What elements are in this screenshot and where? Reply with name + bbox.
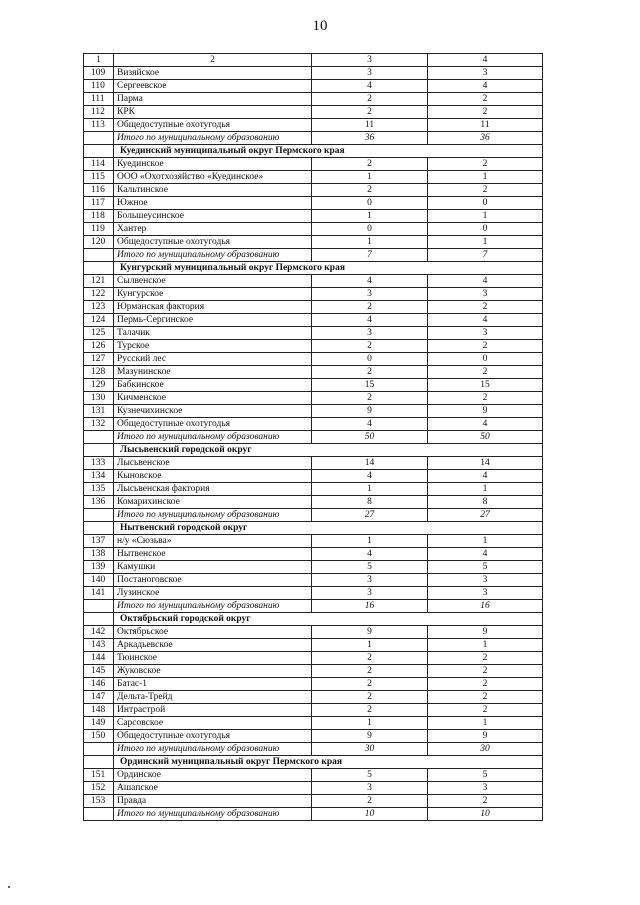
value-cell-col4: 2 <box>428 184 543 197</box>
value-cell-col4: 4 <box>428 314 543 327</box>
table-row <box>84 288 543 301</box>
row-number-cell <box>84 756 114 769</box>
value-cell-col3: 1 <box>312 717 428 730</box>
table-row <box>84 158 543 171</box>
value-cell-col4: 1 <box>428 717 543 730</box>
total-row <box>84 249 543 262</box>
row-name-cell: ООО «Охотхозяйство «Куединское» <box>114 171 312 184</box>
row-number-cell: 115 <box>84 171 114 184</box>
row-number-cell: 142 <box>84 626 114 639</box>
value-cell-col4: 1 <box>428 535 543 548</box>
row-name-cell: Тюинское <box>114 652 312 665</box>
table-row <box>84 80 543 93</box>
row-name-cell: Хантер <box>114 223 312 236</box>
row-name-cell: Мазунинское <box>114 366 312 379</box>
value-cell-col4: 4 <box>428 470 543 483</box>
value-cell-col4: 7 <box>428 249 543 262</box>
value-cell-col3: 2 <box>312 184 428 197</box>
value-cell-col4: 9 <box>428 405 543 418</box>
row-number-cell: 138 <box>84 548 114 561</box>
value-cell-col3: 2 <box>312 652 428 665</box>
table-body <box>84 54 543 821</box>
table-row <box>84 340 543 353</box>
value-cell-col3: 1 <box>312 171 428 184</box>
row-name-cell: Общедоступные охотугодья <box>114 236 312 249</box>
row-number-cell <box>84 262 114 275</box>
value-cell-col3: 0 <box>312 223 428 236</box>
table-row <box>84 730 543 743</box>
table-row <box>84 184 543 197</box>
value-cell-col3: 2 <box>312 158 428 171</box>
row-name-cell: Правда <box>114 795 312 808</box>
table-row <box>84 769 543 782</box>
value-cell-col4: 1 <box>428 171 543 184</box>
row-number-cell <box>84 132 114 145</box>
value-cell-col4: 9 <box>428 730 543 743</box>
row-name-cell: Общедоступные охотугодья <box>114 418 312 431</box>
row-number-cell: 114 <box>84 158 114 171</box>
total-row <box>84 743 543 756</box>
row-name-cell: Сергеевское <box>114 80 312 93</box>
value-cell-col3: 3 <box>312 288 428 301</box>
scan-speck <box>8 886 10 888</box>
table-row <box>84 665 543 678</box>
row-name-cell: Сылвенское <box>114 275 312 288</box>
row-number-cell: 134 <box>84 470 114 483</box>
table-row <box>84 106 543 119</box>
section-title: Ординский муниципальный округ Пермского края <box>114 756 543 769</box>
row-number-cell: 139 <box>84 561 114 574</box>
page-number: 10 <box>312 18 328 34</box>
value-cell-col3: 8 <box>312 496 428 509</box>
section-title: Нытвенский городской округ <box>114 522 543 535</box>
value-cell-col4: 2 <box>428 340 543 353</box>
value-cell-col3: 1 <box>312 483 428 496</box>
row-number-cell: 135 <box>84 483 114 496</box>
table-row <box>84 353 543 366</box>
table-row <box>84 483 543 496</box>
table-row <box>84 678 543 691</box>
value-cell-col3: 50 <box>312 431 428 444</box>
value-cell-col4: 0 <box>428 197 543 210</box>
row-name-cell: Кальтинское <box>114 184 312 197</box>
value-cell-col3: 1 <box>312 535 428 548</box>
row-number-cell: 119 <box>84 223 114 236</box>
row-name-cell: Итого по муниципальному образованию <box>114 249 312 262</box>
table-row <box>84 93 543 106</box>
row-name-cell: н/у «Сюзьва» <box>114 535 312 548</box>
value-cell-col3: 3 <box>312 574 428 587</box>
row-name-cell: Интрастрой <box>114 704 312 717</box>
row-name-cell: Куединское <box>114 158 312 171</box>
value-cell-col3: 0 <box>312 353 428 366</box>
row-name-cell: Турское <box>114 340 312 353</box>
value-cell-col4: 2 <box>428 158 543 171</box>
row-number-cell: 151 <box>84 769 114 782</box>
row-name-cell: Ашапское <box>114 782 312 795</box>
table-row <box>84 236 543 249</box>
total-row <box>84 509 543 522</box>
section-row <box>84 756 543 769</box>
value-cell-col4: 1 <box>428 210 543 223</box>
table-row <box>84 795 543 808</box>
table-row <box>84 418 543 431</box>
table-row <box>84 535 543 548</box>
value-cell-col4: 16 <box>428 600 543 613</box>
value-cell-col3: 2 <box>312 665 428 678</box>
value-cell-col3: 9 <box>312 405 428 418</box>
value-cell-col4: 11 <box>428 119 543 132</box>
column-header: 2 <box>114 54 312 67</box>
value-cell-col4: 2 <box>428 691 543 704</box>
value-cell-col3: 5 <box>312 769 428 782</box>
table-row <box>84 171 543 184</box>
value-cell-col4: 5 <box>428 769 543 782</box>
total-row <box>84 431 543 444</box>
row-number-cell: 131 <box>84 405 114 418</box>
value-cell-col4: 2 <box>428 93 543 106</box>
value-cell-col3: 4 <box>312 418 428 431</box>
section-title: Кунгурский муниципальный округ Пермского края <box>114 262 543 275</box>
row-name-cell: Южное <box>114 197 312 210</box>
row-number-cell: 149 <box>84 717 114 730</box>
row-number-cell: 145 <box>84 665 114 678</box>
row-name-cell: КРК <box>114 106 312 119</box>
value-cell-col4: 1 <box>428 483 543 496</box>
table-row <box>84 574 543 587</box>
value-cell-col3: 3 <box>312 782 428 795</box>
hunting-grounds-table <box>83 53 543 821</box>
row-name-cell: Постаноговское <box>114 574 312 587</box>
table-row <box>84 314 543 327</box>
column-header: 4 <box>428 54 543 67</box>
total-row <box>84 808 543 821</box>
value-cell-col3: 2 <box>312 795 428 808</box>
value-cell-col4: 27 <box>428 509 543 522</box>
table-row <box>84 626 543 639</box>
value-cell-col4: 2 <box>428 366 543 379</box>
total-row <box>84 132 543 145</box>
value-cell-col3: 3 <box>312 327 428 340</box>
row-number-cell: 123 <box>84 301 114 314</box>
table-row <box>84 379 543 392</box>
table-row <box>84 301 543 314</box>
row-name-cell: Итого по муниципальному образованию <box>114 431 312 444</box>
value-cell-col4: 50 <box>428 431 543 444</box>
row-number-cell <box>84 145 114 158</box>
value-cell-col4: 0 <box>428 353 543 366</box>
value-cell-col4: 4 <box>428 418 543 431</box>
value-cell-col3: 4 <box>312 314 428 327</box>
row-number-cell: 109 <box>84 67 114 80</box>
row-name-cell: Русский лес <box>114 353 312 366</box>
row-name-cell: Итого по муниципальному образованию <box>114 132 312 145</box>
value-cell-col3: 2 <box>312 93 428 106</box>
value-cell-col4: 3 <box>428 67 543 80</box>
value-cell-col4: 2 <box>428 665 543 678</box>
row-name-cell: Лысьвенское <box>114 457 312 470</box>
row-name-cell: Кунгурское <box>114 288 312 301</box>
row-number-cell: 120 <box>84 236 114 249</box>
row-name-cell: Кыновское <box>114 470 312 483</box>
table-row <box>84 652 543 665</box>
table-row <box>84 457 543 470</box>
row-number-cell: 125 <box>84 327 114 340</box>
value-cell-col3: 2 <box>312 106 428 119</box>
row-name-cell: Октябрьское <box>114 626 312 639</box>
table-row <box>84 639 543 652</box>
value-cell-col4: 0 <box>428 223 543 236</box>
row-name-cell: Итого по муниципальному образованию <box>114 743 312 756</box>
row-name-cell: Визяйское <box>114 67 312 80</box>
value-cell-col4: 10 <box>428 808 543 821</box>
row-number-cell: 129 <box>84 379 114 392</box>
column-header: 1 <box>84 54 114 67</box>
row-name-cell: Лузинское <box>114 587 312 600</box>
value-cell-col3: 2 <box>312 392 428 405</box>
value-cell-col3: 1 <box>312 210 428 223</box>
value-cell-col4: 8 <box>428 496 543 509</box>
value-cell-col4: 36 <box>428 132 543 145</box>
value-cell-col4: 2 <box>428 678 543 691</box>
row-number-cell: 132 <box>84 418 114 431</box>
row-number-cell <box>84 743 114 756</box>
row-name-cell: Итого по муниципальному образованию <box>114 600 312 613</box>
value-cell-col3: 10 <box>312 808 428 821</box>
row-name-cell: Общедоступные охотугодья <box>114 730 312 743</box>
value-cell-col3: 5 <box>312 561 428 574</box>
value-cell-col3: 4 <box>312 470 428 483</box>
row-number-cell <box>84 431 114 444</box>
row-name-cell: Нытвенское <box>114 548 312 561</box>
row-name-cell: Бабкинское <box>114 379 312 392</box>
row-number-cell <box>84 808 114 821</box>
value-cell-col4: 4 <box>428 275 543 288</box>
row-number-cell: 143 <box>84 639 114 652</box>
value-cell-col3: 1 <box>312 639 428 652</box>
section-title: Лысьвенский городской округ <box>114 444 543 457</box>
value-cell-col3: 2 <box>312 340 428 353</box>
value-cell-col4: 14 <box>428 457 543 470</box>
row-name-cell: Большеусинское <box>114 210 312 223</box>
row-number-cell: 152 <box>84 782 114 795</box>
row-name-cell: Кузнечихинское <box>114 405 312 418</box>
row-name-cell: Итого по муниципальному образованию <box>114 509 312 522</box>
value-cell-col4: 2 <box>428 392 543 405</box>
value-cell-col4: 4 <box>428 548 543 561</box>
value-cell-col4: 3 <box>428 288 543 301</box>
row-name-cell: Лысьвенская фактория <box>114 483 312 496</box>
value-cell-col3: 2 <box>312 691 428 704</box>
row-number-cell: 144 <box>84 652 114 665</box>
table-row <box>84 223 543 236</box>
row-name-cell: Аркадьевское <box>114 639 312 652</box>
row-number-cell <box>84 444 114 457</box>
value-cell-col3: 2 <box>312 301 428 314</box>
row-number-cell: 137 <box>84 535 114 548</box>
value-cell-col3: 7 <box>312 249 428 262</box>
value-cell-col3: 11 <box>312 119 428 132</box>
row-number-cell: 150 <box>84 730 114 743</box>
value-cell-col3: 9 <box>312 730 428 743</box>
table-row <box>84 496 543 509</box>
value-cell-col3: 9 <box>312 626 428 639</box>
value-cell-col4: 1 <box>428 236 543 249</box>
row-name-cell: Талачик <box>114 327 312 340</box>
table-row <box>84 470 543 483</box>
table-row <box>84 366 543 379</box>
row-name-cell: Сарсовское <box>114 717 312 730</box>
table-row <box>84 704 543 717</box>
total-row <box>84 600 543 613</box>
row-number-cell: 147 <box>84 691 114 704</box>
row-name-cell: Парма <box>114 93 312 106</box>
table-row <box>84 561 543 574</box>
row-number-cell <box>84 613 114 626</box>
section-row <box>84 444 543 457</box>
value-cell-col4: 2 <box>428 795 543 808</box>
value-cell-col4: 4 <box>428 80 543 93</box>
section-row <box>84 613 543 626</box>
value-cell-col3: 2 <box>312 678 428 691</box>
row-number-cell: 110 <box>84 80 114 93</box>
value-cell-col3: 2 <box>312 704 428 717</box>
table-row <box>84 67 543 80</box>
value-cell-col4: 2 <box>428 652 543 665</box>
table-row <box>84 548 543 561</box>
value-cell-col4: 3 <box>428 327 543 340</box>
value-cell-col3: 30 <box>312 743 428 756</box>
section-title: Октябрьский городской округ <box>114 613 543 626</box>
value-cell-col3: 4 <box>312 275 428 288</box>
value-cell-col4: 15 <box>428 379 543 392</box>
row-name-cell: Пермь-Сергинское <box>114 314 312 327</box>
value-cell-col4: 2 <box>428 106 543 119</box>
value-cell-col3: 2 <box>312 366 428 379</box>
row-number-cell: 118 <box>84 210 114 223</box>
value-cell-col4: 9 <box>428 626 543 639</box>
value-cell-col3: 3 <box>312 67 428 80</box>
table-row <box>84 392 543 405</box>
row-name-cell: Итого по муниципальному образованию <box>114 808 312 821</box>
row-name-cell: Кичменское <box>114 392 312 405</box>
row-number-cell: 117 <box>84 197 114 210</box>
row-number-cell: 146 <box>84 678 114 691</box>
row-number-cell: 133 <box>84 457 114 470</box>
table-header-row <box>84 54 543 67</box>
row-number-cell <box>84 249 114 262</box>
row-number-cell: 126 <box>84 340 114 353</box>
section-row <box>84 262 543 275</box>
value-cell-col4: 5 <box>428 561 543 574</box>
value-cell-col3: 16 <box>312 600 428 613</box>
table-row <box>84 717 543 730</box>
row-number-cell <box>84 522 114 535</box>
row-name-cell: Ординское <box>114 769 312 782</box>
row-number-cell: 112 <box>84 106 114 119</box>
row-number-cell: 141 <box>84 587 114 600</box>
row-number-cell <box>84 600 114 613</box>
row-number-cell: 148 <box>84 704 114 717</box>
table-row <box>84 275 543 288</box>
table-row <box>84 405 543 418</box>
row-number-cell: 127 <box>84 353 114 366</box>
section-row <box>84 145 543 158</box>
row-number-cell: 153 <box>84 795 114 808</box>
row-number-cell: 128 <box>84 366 114 379</box>
row-number-cell <box>84 509 114 522</box>
section-row <box>84 522 543 535</box>
row-name-cell: Дельта-Трейд <box>114 691 312 704</box>
row-number-cell: 111 <box>84 93 114 106</box>
table-row <box>84 197 543 210</box>
value-cell-col4: 2 <box>428 704 543 717</box>
row-name-cell: Камушки <box>114 561 312 574</box>
value-cell-col3: 4 <box>312 548 428 561</box>
row-name-cell: Жуковское <box>114 665 312 678</box>
value-cell-col4: 3 <box>428 782 543 795</box>
value-cell-col3: 15 <box>312 379 428 392</box>
value-cell-col3: 14 <box>312 457 428 470</box>
table-row <box>84 782 543 795</box>
value-cell-col4: 3 <box>428 574 543 587</box>
row-number-cell: 124 <box>84 314 114 327</box>
table-row <box>84 119 543 132</box>
column-header: 3 <box>312 54 428 67</box>
row-number-cell: 130 <box>84 392 114 405</box>
value-cell-col3: 36 <box>312 132 428 145</box>
row-number-cell: 121 <box>84 275 114 288</box>
row-name-cell: Батас-1 <box>114 678 312 691</box>
row-number-cell: 116 <box>84 184 114 197</box>
row-name-cell: Общедоступные охотугодья <box>114 119 312 132</box>
table-row <box>84 210 543 223</box>
value-cell-col3: 4 <box>312 80 428 93</box>
row-name-cell: Юрманская фактория <box>114 301 312 314</box>
value-cell-col3: 0 <box>312 197 428 210</box>
value-cell-col4: 30 <box>428 743 543 756</box>
value-cell-col4: 3 <box>428 587 543 600</box>
value-cell-col3: 1 <box>312 236 428 249</box>
row-number-cell: 140 <box>84 574 114 587</box>
table-row <box>84 691 543 704</box>
row-name-cell: Комарихинское <box>114 496 312 509</box>
row-number-cell: 113 <box>84 119 114 132</box>
row-number-cell: 136 <box>84 496 114 509</box>
section-title: Куединский муниципальный округ Пермского края <box>114 145 543 158</box>
table-row <box>84 587 543 600</box>
value-cell-col4: 2 <box>428 301 543 314</box>
value-cell-col4: 1 <box>428 639 543 652</box>
value-cell-col3: 3 <box>312 587 428 600</box>
table-row <box>84 327 543 340</box>
value-cell-col3: 27 <box>312 509 428 522</box>
row-number-cell: 122 <box>84 288 114 301</box>
